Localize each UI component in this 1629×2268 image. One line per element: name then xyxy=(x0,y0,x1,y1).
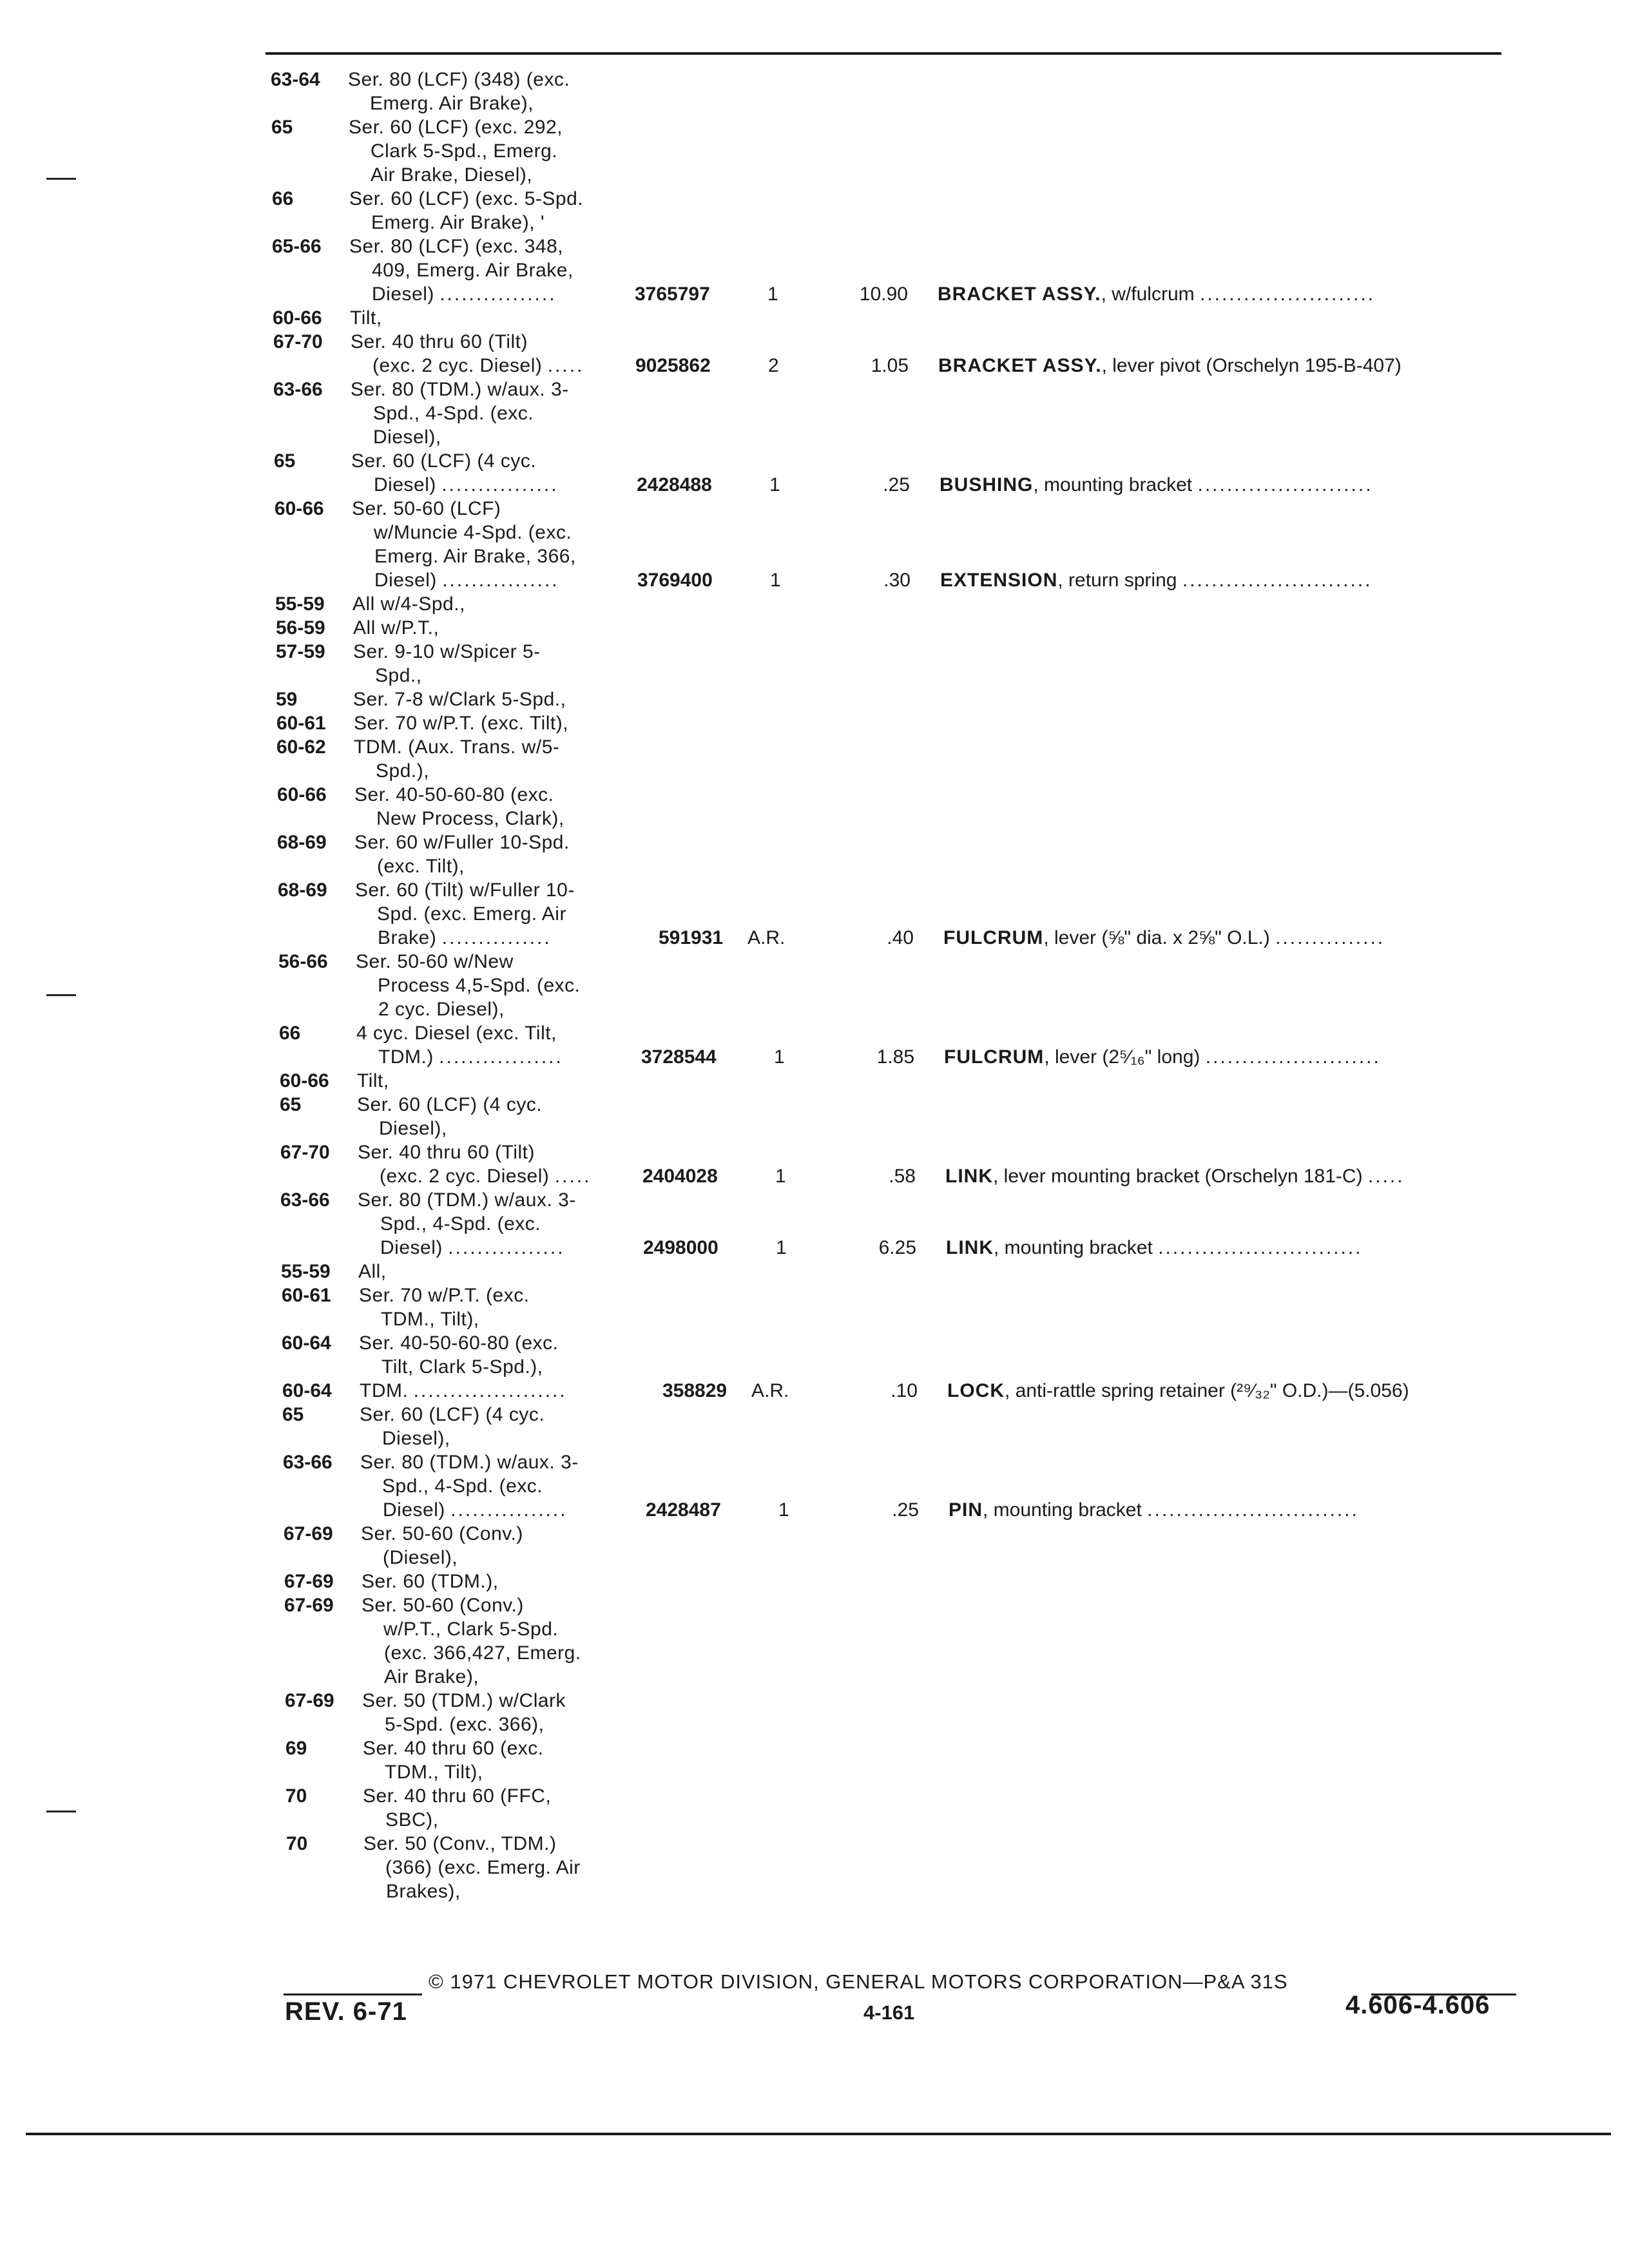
leader-dots: ..... xyxy=(1367,1166,1405,1187)
margin-tick xyxy=(46,1811,76,1812)
part-name: LOCK xyxy=(947,1380,1005,1401)
application-text: 4 cyc. Diesel (exc. Tilt, xyxy=(356,1023,557,1044)
application-text: (Diesel), xyxy=(383,1547,458,1568)
part-description xyxy=(940,474,1373,497)
application-text: (exc. Tilt), xyxy=(377,856,465,877)
application-text: TDM.) xyxy=(378,1046,434,1068)
price: .58 xyxy=(889,1166,916,1187)
part-detail: , lever (2⁵⁄₁₆" long) xyxy=(1044,1046,1200,1068)
copyright-notice: © 1971 CHEVROLET MOTOR DIVISION, GENERAL MOTORS CORPORATION—P&A 31S xyxy=(429,1970,1288,1993)
footer-rule-left xyxy=(284,1994,422,1995)
application-text: Ser. 40-50-60-80 (exc. xyxy=(354,784,554,805)
part-detail: , anti-rattle spring retainer (²⁹⁄₃₂" O.D.)—(5.056) xyxy=(1005,1380,1409,1401)
application-text: Ser. 60 (LCF) (4 cyc. xyxy=(357,1094,543,1115)
application-text: Diesel) xyxy=(374,474,436,495)
part-name: LINK xyxy=(946,1237,994,1258)
application-text: Ser. 40 thru 60 (Tilt) xyxy=(358,1142,535,1163)
application-text: Ser. 50-60 (LCF) xyxy=(352,498,501,519)
part-description xyxy=(943,927,1385,950)
model-year: 59 xyxy=(276,689,298,710)
application-text: TDM., Tilt), xyxy=(385,1762,483,1783)
application-text: All w/4-Spd., xyxy=(352,593,465,615)
application-text: TDM. (Aux. Trans. w/5- xyxy=(354,736,560,758)
application-text: (366) (exc. Emerg. Air xyxy=(385,1857,581,1878)
price: .30 xyxy=(883,570,911,591)
application-text: Ser. 60 (LCF) (exc. 5-Spd. xyxy=(349,188,584,209)
application-text: Diesel) xyxy=(372,284,434,305)
quantity: 1 xyxy=(767,284,778,305)
application-text: Ser. 50-60 (Conv.) xyxy=(361,1523,523,1544)
application-text: w/Muncie 4-Spd. (exc. xyxy=(374,522,572,543)
leader-dots: ............................. xyxy=(1147,1499,1359,1521)
quantity: 1 xyxy=(776,1237,787,1258)
model-year: 65 xyxy=(271,117,293,138)
model-year: 67-69 xyxy=(285,1690,334,1711)
model-year: 60-66 xyxy=(273,307,322,329)
application-text: Ser. 60 (LCF) (exc. 292, xyxy=(349,117,563,138)
application-text: Diesel) xyxy=(380,1237,443,1258)
application-text: Ser. 50-60 (Conv.) xyxy=(361,1595,524,1616)
leader-dots: ............................ xyxy=(1158,1237,1363,1258)
price: 10.90 xyxy=(859,284,908,305)
bottom-rule xyxy=(26,2133,1611,2135)
part-number: 9025862 xyxy=(635,355,711,376)
application-text: Air Brake, Diesel), xyxy=(371,164,533,186)
application-text: Ser. 40-50-60-80 (exc. xyxy=(359,1332,559,1354)
model-year: 63-64 xyxy=(271,69,320,90)
quantity: 1 xyxy=(774,1046,785,1068)
section-code: 4.606-4.606 xyxy=(1345,1991,1490,2019)
application-text: All, xyxy=(358,1261,387,1282)
model-year: 66 xyxy=(279,1023,301,1044)
part-description xyxy=(940,569,1373,592)
application-text: Ser. 70 w/P.T. (exc. xyxy=(359,1285,530,1306)
part-description xyxy=(938,283,1375,306)
quantity: 1 xyxy=(769,474,780,495)
application-text: Ser. 60 (TDM.), xyxy=(361,1571,499,1592)
model-year: 63-66 xyxy=(280,1189,330,1211)
leader-dots: ............... xyxy=(1275,927,1385,948)
application-text: Tilt, xyxy=(357,1070,389,1091)
application-text: Ser. 80 (LCF) (348) (exc. xyxy=(348,69,570,90)
model-year: 60-62 xyxy=(276,736,326,758)
model-year: 70 xyxy=(285,1785,307,1807)
part-number: 3728544 xyxy=(641,1046,717,1068)
application-text: Diesel) xyxy=(374,570,437,591)
model-year: 67-70 xyxy=(280,1142,330,1163)
application-text: Ser. 60 (Tilt) w/Fuller 10- xyxy=(355,879,575,901)
model-year: 66 xyxy=(272,188,294,209)
model-year: 67-70 xyxy=(273,331,323,352)
application-text: All w/P.T., xyxy=(353,617,439,639)
model-year: 60-61 xyxy=(282,1285,331,1306)
leader-dots: .......................... xyxy=(1182,570,1373,591)
application-text: Brakes), xyxy=(386,1881,461,1902)
leader-dots: ................ xyxy=(441,474,559,495)
part-name: BRACKET ASSY. xyxy=(938,355,1102,376)
part-name: PIN xyxy=(949,1499,983,1521)
price: .25 xyxy=(892,1499,919,1521)
application-text: Ser. 50 (TDM.) w/Clark xyxy=(362,1690,566,1711)
part-detail: , mounting bracket xyxy=(983,1499,1142,1521)
model-year: 65 xyxy=(274,450,296,472)
part-name: BUSHING xyxy=(940,474,1034,495)
quantity: 1 xyxy=(775,1166,786,1187)
model-year: 68-69 xyxy=(277,832,327,853)
model-year: 55-59 xyxy=(281,1261,331,1282)
part-number: 2428487 xyxy=(646,1499,721,1521)
top-rule xyxy=(265,52,1501,55)
model-year: 56-66 xyxy=(278,951,328,972)
model-year: 60-61 xyxy=(276,713,326,734)
model-year: 67-69 xyxy=(284,1523,333,1544)
application-text: Ser. 60 (LCF) (4 cyc. xyxy=(360,1404,545,1425)
application-text: 2 cyc. Diesel), xyxy=(378,999,505,1020)
leader-dots: ................. xyxy=(439,1046,563,1068)
part-number: 3765797 xyxy=(635,284,710,305)
price: 6.25 xyxy=(878,1237,916,1258)
model-year: 57-59 xyxy=(276,641,325,662)
application-text: Diesel), xyxy=(382,1428,450,1449)
part-number: 2428488 xyxy=(637,474,712,495)
price: .25 xyxy=(883,474,910,495)
application-text: TDM., Tilt), xyxy=(381,1309,479,1330)
leader-dots: ................ xyxy=(450,1499,568,1521)
part-name: BRACKET ASSY. xyxy=(938,284,1101,305)
application-text: Process 4,5-Spd. (exc. xyxy=(378,975,581,996)
application-text: Spd.), xyxy=(376,760,430,782)
leader-dots: ................ xyxy=(448,1237,565,1258)
application-text: Ser. 9-10 w/Spicer 5- xyxy=(353,641,541,662)
application-text: Ser. 80 (LCF) (exc. 348, xyxy=(349,236,564,257)
model-year: 55-59 xyxy=(275,593,325,615)
model-year: 65-66 xyxy=(272,236,322,257)
model-year: 70 xyxy=(286,1833,308,1854)
application-text: Tilt, Clark 5-Spd.), xyxy=(381,1356,543,1378)
part-description xyxy=(949,1499,1359,1522)
model-year: 69 xyxy=(285,1738,307,1759)
application-text: Spd., 4-Spd. (exc. xyxy=(373,403,534,424)
application-text: Spd. (exc. Emerg. Air xyxy=(377,903,566,925)
quantity: 1 xyxy=(770,570,781,591)
model-year: 65 xyxy=(282,1404,304,1425)
application-text: Ser. 7-8 w/Clark 5-Spd., xyxy=(353,689,566,710)
part-number: 2404028 xyxy=(642,1166,718,1187)
leader-dots: ................ xyxy=(439,284,557,305)
application-text: Brake) xyxy=(378,927,437,948)
leader-dots: ........................ xyxy=(1205,1046,1381,1068)
application-text: w/P.T., Clark 5-Spd. xyxy=(383,1619,559,1640)
application-text: Diesel), xyxy=(373,427,441,448)
model-year: 67-69 xyxy=(284,1595,334,1616)
application-text: Ser. 50-60 w/New xyxy=(356,951,514,972)
price: 1.05 xyxy=(871,355,909,376)
application-text: (exc. 2 cyc. Diesel) xyxy=(372,355,543,376)
quantity: 2 xyxy=(768,355,779,376)
application-text: Ser. 80 (TDM.) w/aux. 3- xyxy=(360,1452,579,1473)
part-description xyxy=(947,1379,1409,1403)
part-detail: , mounting bracket xyxy=(994,1237,1153,1258)
model-year: 60-66 xyxy=(280,1070,329,1091)
application-text: Clark 5-Spd., Emerg. xyxy=(371,140,558,162)
model-year: 68-69 xyxy=(278,879,327,901)
model-year: 67-69 xyxy=(284,1571,334,1592)
part-detail: , mounting bracket xyxy=(1033,474,1193,495)
quantity: A.R. xyxy=(751,1380,789,1401)
part-number: 591931 xyxy=(659,927,724,948)
application-text: Spd., xyxy=(375,665,422,686)
margin-tick xyxy=(46,994,76,996)
leader-dots: ..................... xyxy=(413,1380,567,1401)
application-text: TDM. xyxy=(360,1380,409,1401)
application-text: Ser. 70 w/P.T. (exc. Tilt), xyxy=(354,713,569,734)
part-description xyxy=(946,1236,1363,1260)
part-number: 3769400 xyxy=(637,570,713,591)
application-text: Spd., 4-Spd. (exc. xyxy=(382,1475,543,1497)
margin-tick xyxy=(46,178,76,180)
application-text: Ser. 60 w/Fuller 10-Spd. xyxy=(354,832,570,853)
price: .10 xyxy=(891,1380,918,1401)
model-year: 60-66 xyxy=(275,498,324,519)
application-text: Diesel) xyxy=(383,1499,445,1521)
model-year: 65 xyxy=(280,1094,302,1115)
price: 1.85 xyxy=(876,1046,914,1068)
model-year: 60-66 xyxy=(277,784,327,805)
part-description xyxy=(945,1165,1405,1188)
application-text: Ser. 80 (TDM.) w/aux. 3- xyxy=(358,1189,576,1211)
application-text: Diesel), xyxy=(379,1118,447,1139)
revision-label: REV. 6-71 xyxy=(285,1997,407,2026)
application-text: (exc. 2 cyc. Diesel) xyxy=(380,1166,550,1187)
model-year: 60-64 xyxy=(282,1332,331,1354)
part-detail: , return spring xyxy=(1057,570,1177,591)
application-text: 5-Spd. (exc. 366), xyxy=(385,1714,545,1735)
part-number: 2498000 xyxy=(643,1237,718,1258)
application-text: Ser. 40 thru 60 (FFC, xyxy=(363,1785,552,1807)
leader-dots: ........................ xyxy=(1197,474,1373,495)
leader-dots: ..... xyxy=(547,355,584,376)
part-detail: , lever mounting bracket (Orschelyn 181-C) xyxy=(993,1166,1363,1187)
model-year: 56-59 xyxy=(276,617,325,639)
model-year: 63-66 xyxy=(273,379,323,400)
application-text: Emerg. Air Brake), ' xyxy=(371,212,545,233)
application-text: Emerg. Air Brake, 366, xyxy=(374,546,576,567)
model-year: 63-66 xyxy=(283,1452,333,1473)
price: .40 xyxy=(887,927,914,948)
part-name: LINK xyxy=(945,1166,993,1187)
quantity: A.R. xyxy=(747,927,786,948)
application-text: (exc. 366,427, Emerg. xyxy=(384,1642,581,1664)
part-name: FULCRUM xyxy=(944,1046,1045,1068)
page-number: 4-161 xyxy=(863,2001,915,2024)
application-text: Emerg. Air Brake), xyxy=(370,93,534,114)
application-text: New Process, Clark), xyxy=(376,808,564,829)
part-detail: , w/fulcrum xyxy=(1101,284,1195,305)
leader-dots: ............... xyxy=(441,927,552,948)
application-text: Ser. 60 (LCF) (4 cyc. xyxy=(351,450,537,472)
application-text: Air Brake), xyxy=(384,1666,479,1687)
model-year: 60-64 xyxy=(282,1380,332,1401)
application-text: Ser. 50 (Conv., TDM.) xyxy=(363,1833,557,1854)
quantity: 1 xyxy=(778,1499,789,1521)
application-text: 409, Emerg. Air Brake, xyxy=(372,260,574,281)
leader-dots: ..... xyxy=(554,1166,592,1187)
application-text: SBC), xyxy=(385,1809,439,1831)
application-text: Ser. 80 (TDM.) w/aux. 3- xyxy=(351,379,569,400)
application-text: Ser. 40 thru 60 (exc. xyxy=(363,1738,544,1759)
part-name: FULCRUM xyxy=(943,927,1044,948)
part-description xyxy=(938,354,1402,378)
part-detail: , lever (⅝" dia. x 2⅝" O.L.) xyxy=(1043,927,1270,948)
part-number: 358829 xyxy=(662,1380,728,1401)
application-text: Tilt, xyxy=(350,307,382,329)
leader-dots: ................ xyxy=(442,570,559,591)
application-text: Ser. 40 thru 60 (Tilt) xyxy=(351,331,528,352)
part-detail: , lever pivot (Orschelyn 195-B-407) xyxy=(1101,355,1402,376)
part-description xyxy=(944,1046,1381,1069)
application-text: Spd., 4-Spd. (exc. xyxy=(380,1213,541,1235)
part-name: EXTENSION xyxy=(940,570,1058,591)
leader-dots: ........................ xyxy=(1199,284,1376,305)
